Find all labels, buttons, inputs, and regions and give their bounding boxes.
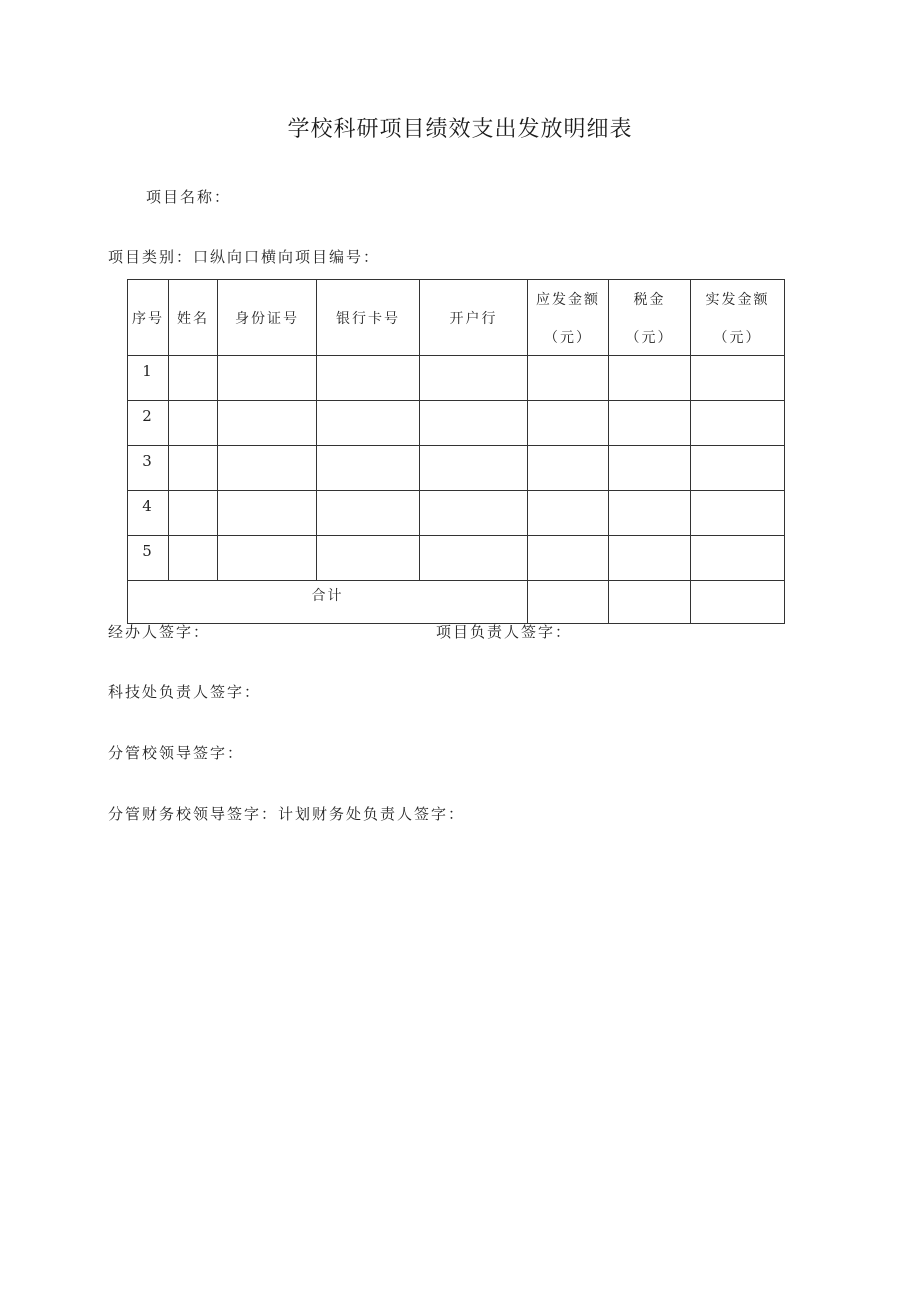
table-row [128, 446, 785, 491]
name-cell[interactable] [169, 401, 218, 446]
table-row [128, 356, 785, 401]
bank-card-cell[interactable] [317, 446, 420, 491]
table-header-row [128, 280, 785, 356]
payable-cell[interactable] [528, 401, 609, 446]
header-id-card: 身份证号 [218, 280, 317, 356]
project-leader-signature-label: 项目负责人签字： [436, 623, 573, 641]
page-title: 学校科研项目绩效支出发放明细表 [287, 117, 633, 142]
header-tax [609, 280, 691, 356]
table-row [128, 491, 785, 536]
name-cell[interactable] [169, 491, 218, 536]
row-number: 2 [128, 401, 169, 446]
header-name: 姓名 [169, 280, 218, 356]
bank-cell[interactable] [420, 446, 528, 491]
payable-cell[interactable] [528, 446, 609, 491]
handler-signature-label: 经办人签字： [108, 623, 211, 641]
header-seq: 序号 [128, 280, 169, 356]
net-cell[interactable] [691, 356, 785, 401]
bank-card-cell[interactable] [317, 536, 420, 581]
net-cell[interactable] [691, 446, 785, 491]
net-cell[interactable] [691, 491, 785, 536]
total-tax-cell[interactable] [609, 581, 691, 624]
row-number: 1 [128, 356, 169, 401]
sci-tech-office-leader-signature-label: 科技处负责人签字： [108, 683, 262, 701]
school-leader-signature-label: 分管校领导签字： [108, 744, 245, 762]
header-tax-unit: （元） [625, 329, 674, 346]
total-label: 合计 [128, 581, 528, 624]
header-net-label: 实发金额 [705, 291, 770, 308]
id-card-cell[interactable] [218, 446, 317, 491]
header-bank-card: 银行卡号 [317, 280, 420, 356]
tax-cell[interactable] [609, 536, 691, 581]
project-name-label: 项目名称： [146, 188, 232, 206]
bank-card-cell[interactable] [317, 356, 420, 401]
tax-cell[interactable] [609, 491, 691, 536]
table-row [128, 536, 785, 581]
name-cell[interactable] [169, 446, 218, 491]
bank-card-cell[interactable] [317, 401, 420, 446]
tax-cell[interactable] [609, 401, 691, 446]
bank-cell[interactable] [420, 491, 528, 536]
row-number: 3 [128, 446, 169, 491]
payable-cell[interactable] [528, 536, 609, 581]
bank-cell[interactable] [420, 536, 528, 581]
header-payable-unit: （元） [544, 329, 592, 346]
total-payable-cell[interactable] [528, 581, 609, 624]
header-net-unit: （元） [713, 329, 762, 346]
id-card-cell[interactable] [218, 401, 317, 446]
table-row [128, 401, 785, 446]
project-type-line: 项目类别：口纵向口横向项目编号： [108, 248, 381, 266]
bank-cell[interactable] [420, 401, 528, 446]
payable-cell[interactable] [528, 356, 609, 401]
bank-card-cell[interactable] [317, 491, 420, 536]
finance-signature-line: 分管财务校领导签字：计划财务处负责人签字： [108, 805, 466, 823]
total-net-cell[interactable] [691, 581, 785, 624]
id-card-cell[interactable] [218, 536, 317, 581]
row-number: 4 [128, 491, 169, 536]
payable-cell[interactable] [528, 491, 609, 536]
header-bank: 开户行 [420, 280, 528, 356]
row-number: 5 [128, 536, 169, 581]
net-cell[interactable] [691, 536, 785, 581]
payment-detail-table [127, 279, 785, 624]
name-cell[interactable] [169, 536, 218, 581]
net-cell[interactable] [691, 401, 785, 446]
name-cell[interactable] [169, 356, 218, 401]
header-payable-label: 应发金额 [536, 291, 600, 308]
table-total-row [128, 581, 785, 624]
tax-cell[interactable] [609, 356, 691, 401]
id-card-cell[interactable] [218, 491, 317, 536]
header-tax-label: 税金 [633, 291, 666, 308]
id-card-cell[interactable] [218, 356, 317, 401]
header-payable [528, 280, 609, 356]
tax-cell[interactable] [609, 446, 691, 491]
header-net [691, 280, 785, 356]
bank-cell[interactable] [420, 356, 528, 401]
